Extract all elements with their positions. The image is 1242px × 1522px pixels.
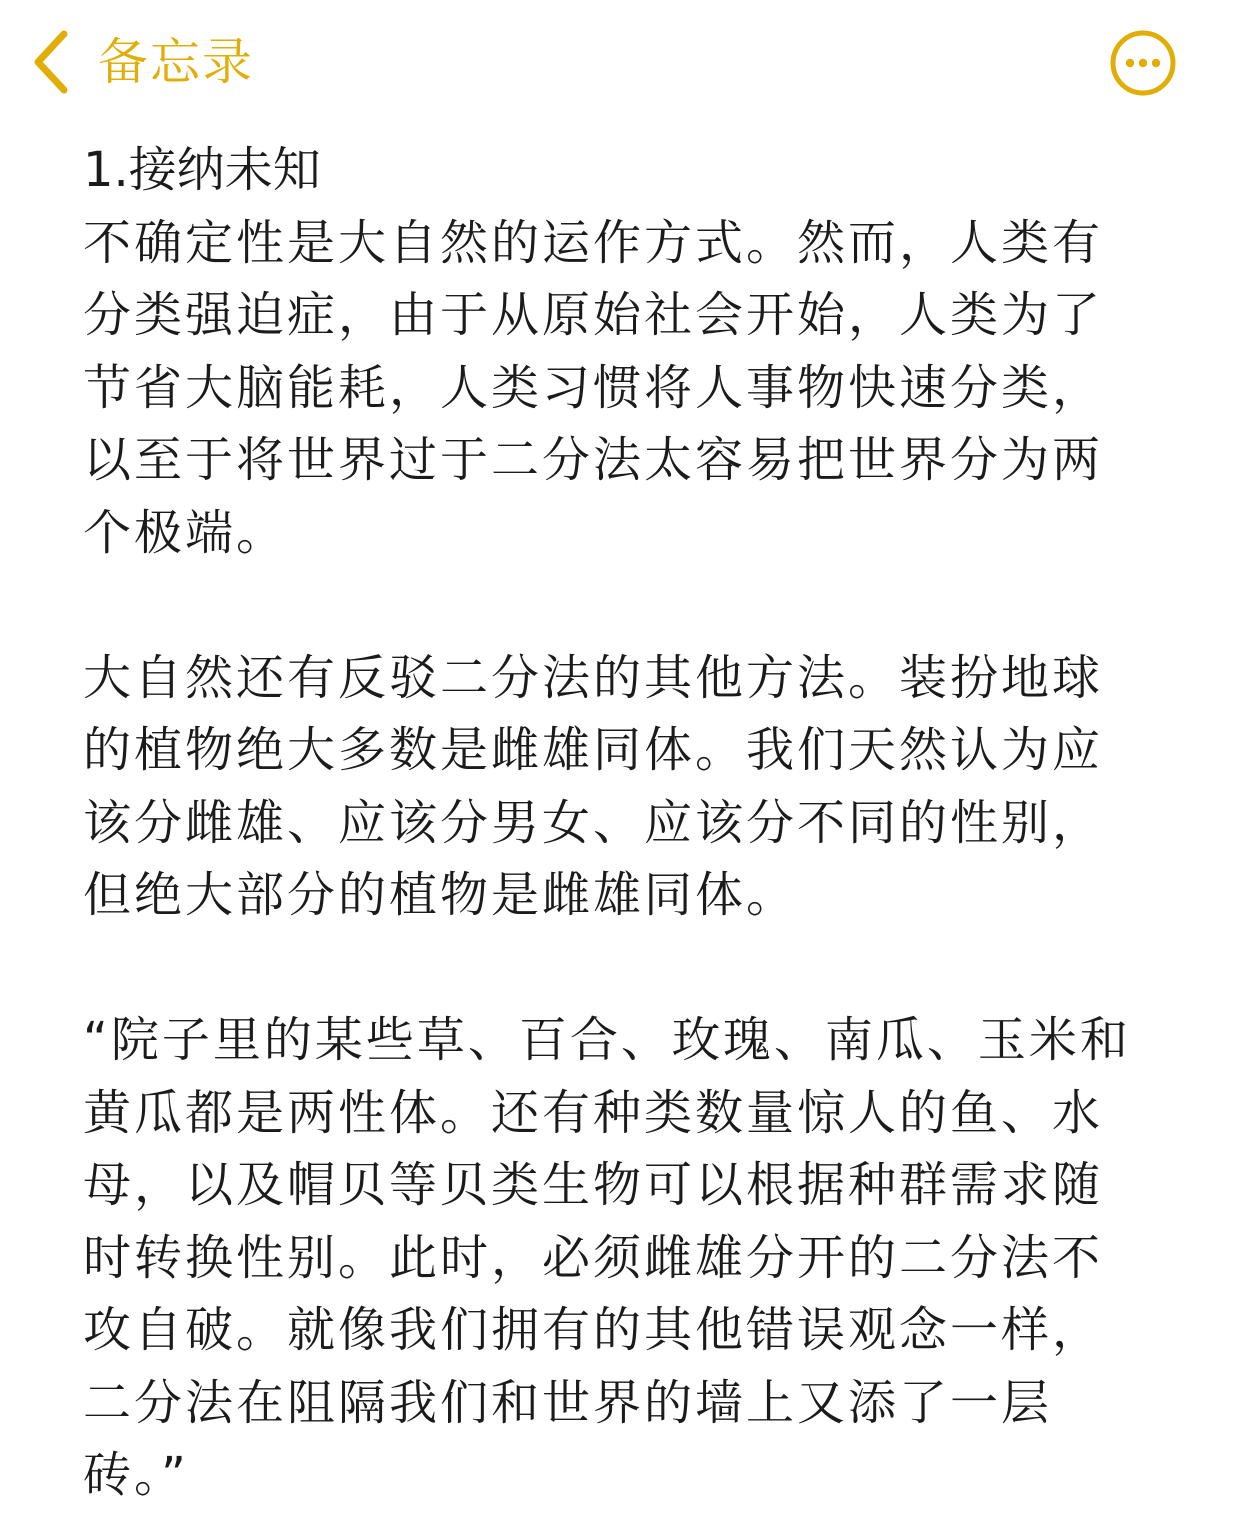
more-options-button[interactable]: [1109, 29, 1177, 97]
note-paragraph-2: 大自然还有反驳二分法的其他方法。装扮地球 的植物绝大多数是雌雄同体。我们天然认为应 该分雌雄、应该分男女、应该分不同的性别， 但绝大部分的植物是雌雄同体。: [83, 649, 1104, 923]
note-paragraph-1: 不确定性是大自然的运作方式。然而，人类有 分类强迫症，由于从原始社会开始，人类为了 节省大脑能耗，人类习惯将人事物快速分类， 以至于将世界过于二分法太容易把世界分为两 个极端。: [83, 214, 1104, 561]
note-heading: 1.接纳未知: [83, 142, 321, 198]
back-button[interactable]: [30, 22, 254, 102]
note-paragraph-3: “院子里的某些草、百合、玫瑰、南瓜、玉米和 黄瓜都是两性体。还有种类数量惊人的鱼、水 母，以及帽贝等贝类生物可以根据种群需求随 时转换性别。此时，必须雌雄分开的二分法不 攻自破。就像我们拥有的其他错误观念一样， 二分法在阻隔我们和世界的墙上又添了一层 砖。”: [83, 1012, 1131, 1503]
note-content[interactable]: [83, 134, 1183, 1512]
back-button-label: 备忘录: [98, 33, 254, 91]
chevron-left-icon: [30, 22, 90, 102]
navigation-bar: [0, 0, 1242, 120]
ellipsis-circle-icon: [1109, 82, 1177, 101]
